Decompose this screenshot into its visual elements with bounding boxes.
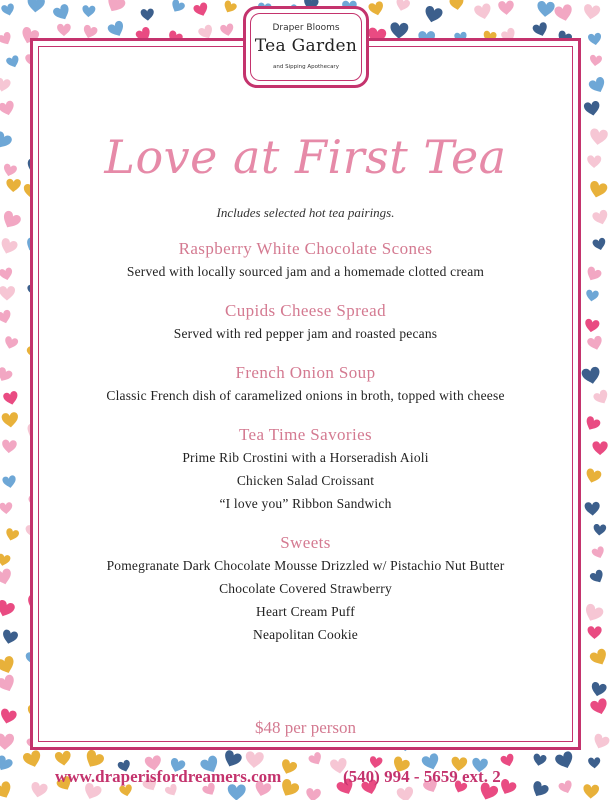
logo-title: Tea Garden <box>254 36 358 56</box>
heart-icon <box>104 0 127 15</box>
heart-icon <box>532 753 547 767</box>
heart-icon <box>220 23 235 37</box>
heart-icon <box>0 673 18 694</box>
heart-icon <box>473 3 493 21</box>
menu-item: Pomegranate Dark Chocolate Mousse Drizzled w/ Pistachio Nut Butter <box>106 558 505 573</box>
heart-icon <box>394 0 410 13</box>
section-title: Cupids Cheese Spread <box>225 301 386 320</box>
heart-icon <box>449 0 465 11</box>
logo-brand-name: Draper Blooms <box>272 23 340 33</box>
menu-item: “I love you” Ribbon Sandwich <box>219 496 392 511</box>
heart-icon <box>29 781 48 799</box>
heart-icon <box>390 22 409 39</box>
heart-icon <box>498 0 514 15</box>
menu-item: Classic French dish of caramelized onions in broth, topped with cheese <box>106 388 505 403</box>
phone-number: (540) 994 - 5659 ext. 2 <box>343 767 501 786</box>
heart-icon <box>54 750 72 766</box>
heart-icon <box>52 3 73 23</box>
heart-icon <box>529 780 550 800</box>
heart-icon <box>193 1 211 18</box>
menu-item: Neapolitan Cookie <box>253 627 358 642</box>
heart-icon <box>554 3 575 22</box>
menu-section-scones <box>0 238 611 283</box>
menu-item: Chicken Salad Croissant <box>236 473 375 488</box>
heart-icon <box>554 750 576 771</box>
website-link[interactable]: www.draperisfordreamers.com <box>55 767 282 786</box>
heart-icon <box>558 780 575 796</box>
heart-icon <box>0 77 11 93</box>
heart-icon <box>368 1 385 17</box>
menu-item: Prime Rib Crostini with a Horseradish Aioli <box>182 450 429 465</box>
heart-icon <box>107 20 127 39</box>
menu-item: Chocolate Covered Strawberry <box>219 581 392 596</box>
menu-section-cheese-spread <box>0 300 611 345</box>
heart-icon <box>279 758 298 776</box>
heart-icon <box>140 8 154 21</box>
menu-item: Served with red pepper jam and roasted pecans <box>173 326 438 341</box>
heart-icon <box>222 0 238 15</box>
heart-icon <box>1 3 16 17</box>
menu-section-soup <box>0 362 611 407</box>
heart-icon <box>0 31 14 47</box>
section-title: Tea Time Savories <box>238 425 373 444</box>
heart-icon <box>582 4 600 21</box>
section-title: Raspberry White Chocolate Scones <box>178 239 433 258</box>
heart-icon <box>5 55 21 70</box>
menu-subtitle: Includes selected hot tea pairings. <box>216 205 395 220</box>
heart-icon <box>396 786 414 800</box>
heart-icon <box>532 21 550 38</box>
heart-icon <box>536 1 555 18</box>
heart-icon <box>588 76 608 95</box>
heart-icon <box>589 697 609 716</box>
heart-icon <box>583 784 599 799</box>
price-per-person: $48 per person <box>254 718 357 737</box>
heart-icon <box>0 754 14 773</box>
heart-icon <box>423 5 444 24</box>
heart-icon <box>500 753 516 768</box>
menu-section-sweets <box>0 532 611 646</box>
menu-section-savories <box>0 424 611 515</box>
heart-icon <box>588 32 603 46</box>
heart-icon <box>0 780 14 800</box>
menu-title: Love at First Tea <box>104 130 507 184</box>
section-title: French Onion Soup <box>235 363 376 382</box>
heart-icon <box>583 100 601 117</box>
section-title: Sweets <box>280 533 331 552</box>
heart-icon <box>169 0 186 15</box>
heart-icon <box>305 788 321 800</box>
tea-garden-logo <box>243 6 369 88</box>
heart-icon <box>82 5 96 17</box>
menu-item: Served with locally sourced jam and a homemade clotted cream <box>126 264 485 279</box>
heart-icon <box>0 100 16 117</box>
heart-icon <box>27 0 46 13</box>
heart-icon <box>588 757 601 769</box>
heart-icon <box>57 24 71 36</box>
menu-item: Heart Cream Puff <box>256 604 355 619</box>
logo-tagline: and Sipping Apothecary <box>273 64 339 70</box>
heart-icon <box>590 681 608 698</box>
menu-list <box>0 238 611 663</box>
heart-icon <box>22 749 43 769</box>
heart-icon <box>589 55 602 67</box>
heart-icon <box>307 751 324 767</box>
